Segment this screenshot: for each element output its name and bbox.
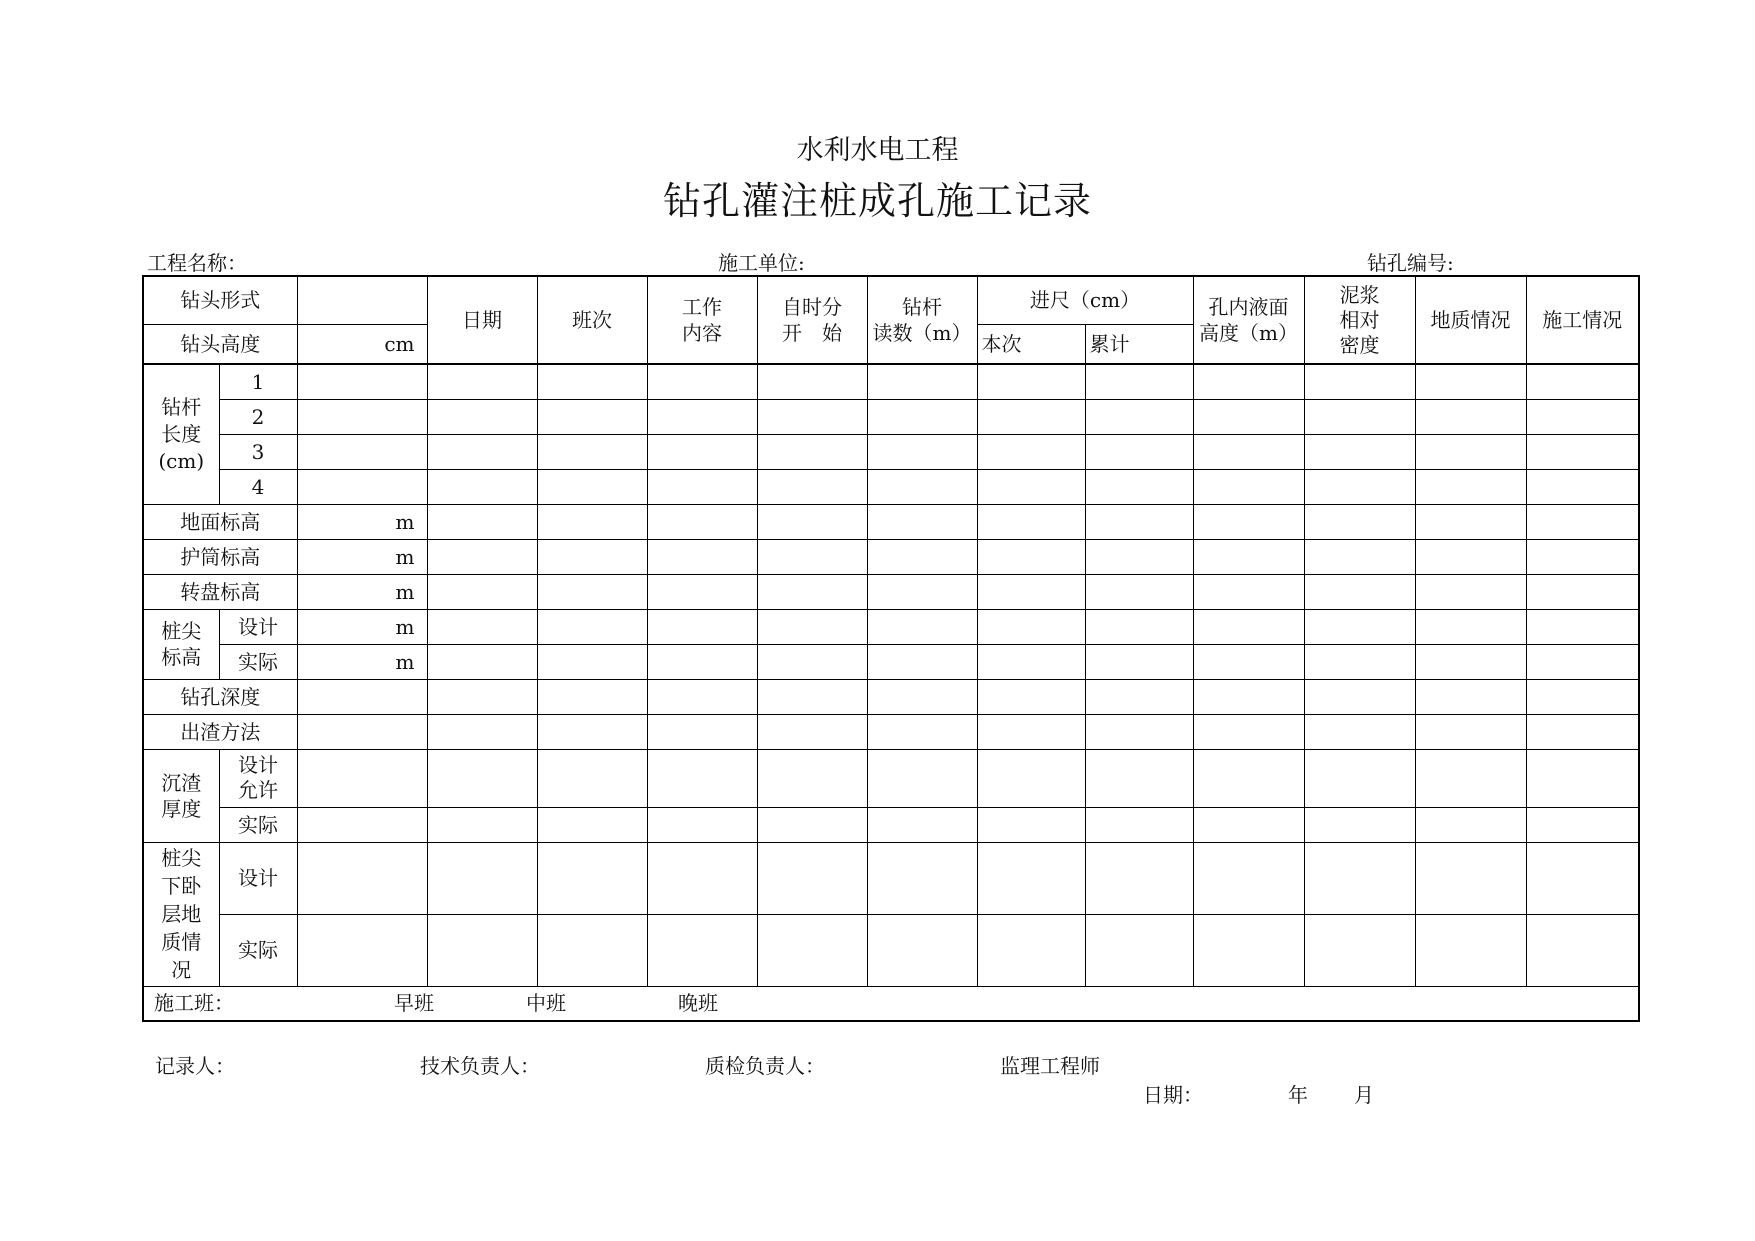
cell[interactable] xyxy=(537,749,647,807)
design-allow-label: 设计 允许 xyxy=(219,749,297,807)
cell[interactable] xyxy=(1415,469,1526,504)
cell[interactable] xyxy=(537,434,647,469)
cell[interactable] xyxy=(1085,364,1193,399)
pile-tip-elev-label: 桩尖 标高 xyxy=(143,609,219,679)
cell[interactable] xyxy=(537,644,647,679)
cell[interactable] xyxy=(757,609,867,644)
turntable-elev-label: 转盘标高 xyxy=(143,574,297,609)
cell[interactable] xyxy=(297,399,427,434)
cell[interactable] xyxy=(867,434,977,469)
cell[interactable] xyxy=(1304,434,1415,469)
crew-row xyxy=(143,986,1639,1021)
cell[interactable] xyxy=(647,609,757,644)
crew-label: 施工班： xyxy=(154,991,234,1016)
cell[interactable] xyxy=(1085,679,1193,714)
col-shift: 班次 xyxy=(537,276,647,364)
cell[interactable] xyxy=(1304,644,1415,679)
cell[interactable] xyxy=(1526,842,1639,914)
cell[interactable] xyxy=(1526,609,1639,644)
cell[interactable] xyxy=(977,504,1085,539)
cell[interactable] xyxy=(1085,539,1193,574)
cell[interactable] xyxy=(537,364,647,399)
cell[interactable] xyxy=(427,504,537,539)
cell[interactable] xyxy=(1415,504,1526,539)
actual-label: 实际 xyxy=(219,914,297,986)
tech-lead-label: 技术负责人： xyxy=(420,1054,540,1078)
document-subtitle: 水利水电工程 xyxy=(796,135,959,166)
construction-record-table xyxy=(142,275,1640,1022)
cell[interactable] xyxy=(1193,807,1304,842)
cell[interactable] xyxy=(977,644,1085,679)
cell[interactable] xyxy=(1085,714,1193,749)
rod-length-label: 钻杆 长度 (cm) xyxy=(143,364,219,504)
cell[interactable] xyxy=(867,807,977,842)
cell[interactable] xyxy=(297,714,427,749)
design-label: 设计 xyxy=(219,842,297,914)
cell[interactable] xyxy=(977,434,1085,469)
cell[interactable] xyxy=(757,842,867,914)
project-name-label: 工程名称： xyxy=(147,251,247,275)
cell[interactable] xyxy=(1415,434,1526,469)
cell[interactable] xyxy=(977,399,1085,434)
cell[interactable] xyxy=(1193,434,1304,469)
cell[interactable] xyxy=(427,539,537,574)
cell[interactable] xyxy=(647,434,757,469)
cell[interactable] xyxy=(1304,574,1415,609)
cell[interactable] xyxy=(1415,807,1526,842)
cell[interactable] xyxy=(1193,364,1304,399)
cell[interactable] xyxy=(537,842,647,914)
cell[interactable] xyxy=(1526,434,1639,469)
cell[interactable] xyxy=(1415,574,1526,609)
cell[interactable] xyxy=(757,539,867,574)
cell[interactable] xyxy=(1085,574,1193,609)
cell[interactable] xyxy=(1415,842,1526,914)
cell[interactable] xyxy=(977,574,1085,609)
drill-head-type-value[interactable] xyxy=(297,276,427,324)
cell[interactable] xyxy=(757,714,867,749)
cell[interactable] xyxy=(1304,914,1415,986)
cell[interactable] xyxy=(427,469,537,504)
cell[interactable] xyxy=(977,914,1085,986)
cell[interactable] xyxy=(757,399,867,434)
cell[interactable] xyxy=(1526,539,1639,574)
cell[interactable] xyxy=(757,807,867,842)
cell[interactable] xyxy=(537,469,647,504)
cell[interactable] xyxy=(1193,469,1304,504)
cell[interactable] xyxy=(977,469,1085,504)
cell[interactable] xyxy=(867,609,977,644)
cell[interactable] xyxy=(1304,609,1415,644)
cell[interactable] xyxy=(647,807,757,842)
cell[interactable] xyxy=(1085,469,1193,504)
cell[interactable] xyxy=(427,914,537,986)
cell[interactable] xyxy=(647,842,757,914)
cell[interactable] xyxy=(1193,574,1304,609)
supervisor-label: 监理工程师 xyxy=(1000,1054,1100,1078)
cell[interactable] xyxy=(1526,644,1639,679)
actual-label: 实际 xyxy=(219,807,297,842)
cell[interactable] xyxy=(427,679,537,714)
cell[interactable] xyxy=(427,807,537,842)
col-work-content: 工作 内容 xyxy=(647,276,757,364)
cell[interactable] xyxy=(537,807,647,842)
cell[interactable] xyxy=(1304,714,1415,749)
cell[interactable] xyxy=(647,714,757,749)
cell[interactable] xyxy=(1193,609,1304,644)
cell[interactable] xyxy=(1526,749,1639,807)
cell[interactable] xyxy=(1415,364,1526,399)
cell[interactable] xyxy=(1085,609,1193,644)
cell[interactable] xyxy=(1085,504,1193,539)
cell[interactable] xyxy=(757,504,867,539)
cell[interactable] xyxy=(977,539,1085,574)
cell[interactable] xyxy=(1304,679,1415,714)
cell[interactable] xyxy=(1526,679,1639,714)
col-construction: 施工情况 xyxy=(1526,276,1639,364)
cell[interactable] xyxy=(647,469,757,504)
drill-head-height-label: 钻头高度 xyxy=(143,324,297,364)
cell[interactable] xyxy=(297,434,427,469)
cell[interactable] xyxy=(427,842,537,914)
cell[interactable] xyxy=(1415,914,1526,986)
cell[interactable] xyxy=(297,679,427,714)
cell[interactable] xyxy=(977,749,1085,807)
cell[interactable] xyxy=(1193,399,1304,434)
design-label: 设计 xyxy=(219,609,297,644)
unit-m[interactable]: m xyxy=(297,644,427,679)
cell[interactable] xyxy=(1304,504,1415,539)
cell[interactable] xyxy=(867,914,977,986)
cell[interactable] xyxy=(1526,364,1639,399)
cell[interactable] xyxy=(1526,504,1639,539)
unit-m[interactable]: m xyxy=(297,539,427,574)
cell[interactable] xyxy=(1304,539,1415,574)
cell[interactable] xyxy=(757,914,867,986)
cell[interactable] xyxy=(1085,644,1193,679)
cell[interactable] xyxy=(427,714,537,749)
slag-method-label: 出渣方法 xyxy=(143,714,297,749)
cell[interactable] xyxy=(647,679,757,714)
cell[interactable] xyxy=(757,644,867,679)
cell[interactable] xyxy=(297,364,427,399)
shift-morning[interactable]: 早班 xyxy=(394,991,434,1016)
cell[interactable] xyxy=(427,364,537,399)
cell[interactable] xyxy=(1415,399,1526,434)
cell[interactable] xyxy=(647,504,757,539)
cell[interactable] xyxy=(1085,842,1193,914)
cell[interactable] xyxy=(647,399,757,434)
shift-middle[interactable]: 中班 xyxy=(526,991,566,1016)
cell[interactable] xyxy=(1304,364,1415,399)
col-footage: 进尺（cm） xyxy=(977,276,1193,324)
cell[interactable] xyxy=(977,714,1085,749)
cell[interactable] xyxy=(1415,714,1526,749)
cell[interactable] xyxy=(867,749,977,807)
cell[interactable] xyxy=(1193,679,1304,714)
sediment-thickness-label: 沉渣 厚度 xyxy=(143,749,219,842)
cell[interactable] xyxy=(427,574,537,609)
cell[interactable] xyxy=(537,609,647,644)
cell[interactable] xyxy=(1193,842,1304,914)
year-label: 年 xyxy=(1288,1083,1308,1107)
cell[interactable] xyxy=(977,679,1085,714)
borehole-no-label: 钻孔编号: xyxy=(1367,251,1454,275)
cell[interactable] xyxy=(297,914,427,986)
cell[interactable] xyxy=(757,679,867,714)
cell[interactable] xyxy=(757,749,867,807)
casing-elev-label: 护筒标高 xyxy=(143,539,297,574)
col-footage-total: 累计 xyxy=(1085,324,1193,364)
unit-m[interactable]: m xyxy=(297,574,427,609)
cell[interactable] xyxy=(1085,807,1193,842)
cell[interactable] xyxy=(1304,399,1415,434)
col-liquid-height: 孔内液面 高度（m） xyxy=(1193,276,1304,364)
col-geology: 地质情况 xyxy=(1415,276,1526,364)
cell[interactable] xyxy=(647,364,757,399)
cell[interactable] xyxy=(867,469,977,504)
cell[interactable] xyxy=(757,574,867,609)
col-date: 日期 xyxy=(427,276,537,364)
rod-row-number: 3 xyxy=(219,434,297,469)
cell[interactable] xyxy=(1193,749,1304,807)
cell[interactable] xyxy=(537,679,647,714)
cell[interactable] xyxy=(537,714,647,749)
drill-head-height-unit[interactable]: cm xyxy=(297,324,427,364)
cell[interactable] xyxy=(1193,714,1304,749)
cell[interactable] xyxy=(977,807,1085,842)
cell[interactable] xyxy=(1415,749,1526,807)
cell[interactable] xyxy=(647,539,757,574)
cell[interactable] xyxy=(1415,644,1526,679)
cell[interactable] xyxy=(757,364,867,399)
cell[interactable] xyxy=(977,609,1085,644)
cell[interactable] xyxy=(867,364,977,399)
cell[interactable] xyxy=(427,434,537,469)
recorder-label: 记录人： xyxy=(155,1054,235,1078)
drill-depth-label: 钻孔深度 xyxy=(143,679,297,714)
cell[interactable] xyxy=(977,842,1085,914)
pile-tip-layer-label: 桩尖 下卧 层地 质情 况 xyxy=(143,842,219,986)
cell[interactable] xyxy=(537,399,647,434)
cell[interactable] xyxy=(427,644,537,679)
cell[interactable] xyxy=(1415,539,1526,574)
unit-m[interactable]: m xyxy=(297,609,427,644)
date-label: 日期： xyxy=(1143,1083,1203,1107)
shift-night[interactable]: 晚班 xyxy=(678,991,718,1016)
ground-elev-label: 地面标高 xyxy=(143,504,297,539)
cell[interactable] xyxy=(757,469,867,504)
cell[interactable] xyxy=(1304,807,1415,842)
cell[interactable] xyxy=(867,399,977,434)
cell[interactable] xyxy=(1085,749,1193,807)
unit-m[interactable]: m xyxy=(297,504,427,539)
cell[interactable] xyxy=(1526,469,1639,504)
cell[interactable] xyxy=(1526,807,1639,842)
cell[interactable] xyxy=(867,574,977,609)
cell[interactable] xyxy=(647,644,757,679)
cell[interactable] xyxy=(867,679,977,714)
rod-row-number: 2 xyxy=(219,399,297,434)
cell[interactable] xyxy=(1085,434,1193,469)
cell[interactable] xyxy=(867,644,977,679)
cell[interactable] xyxy=(537,504,647,539)
cell[interactable] xyxy=(1526,574,1639,609)
cell[interactable] xyxy=(1193,644,1304,679)
cell[interactable] xyxy=(867,714,977,749)
construction-unit-label: 施工单位: xyxy=(718,251,805,275)
cell[interactable] xyxy=(647,749,757,807)
cell[interactable] xyxy=(1085,914,1193,986)
actual-label: 实际 xyxy=(219,644,297,679)
rod-row-number: 4 xyxy=(219,469,297,504)
col-mud-density: 泥浆 相对 密度 xyxy=(1304,276,1415,364)
cell[interactable] xyxy=(647,574,757,609)
cell[interactable] xyxy=(647,914,757,986)
cell[interactable] xyxy=(1193,539,1304,574)
cell[interactable] xyxy=(537,574,647,609)
cell[interactable] xyxy=(297,842,427,914)
cell[interactable] xyxy=(427,399,537,434)
col-start-time: 自时分 开 始 xyxy=(757,276,867,364)
cell[interactable] xyxy=(867,504,977,539)
cell[interactable] xyxy=(297,749,427,807)
cell[interactable] xyxy=(537,539,647,574)
cell[interactable] xyxy=(1304,749,1415,807)
cell[interactable] xyxy=(427,749,537,807)
cell[interactable] xyxy=(1304,469,1415,504)
rod-row-number: 1 xyxy=(219,364,297,399)
col-footage-this: 本次 xyxy=(977,324,1085,364)
cell[interactable] xyxy=(1304,842,1415,914)
cell[interactable] xyxy=(427,609,537,644)
cell[interactable] xyxy=(1415,609,1526,644)
cell[interactable] xyxy=(1415,679,1526,714)
col-rod-reading: 钻杆 读数（m） xyxy=(867,276,977,364)
qc-lead-label: 质检负责人： xyxy=(705,1054,825,1078)
cell[interactable] xyxy=(1193,504,1304,539)
cell[interactable] xyxy=(757,434,867,469)
cell[interactable] xyxy=(977,364,1085,399)
month-label: 月 xyxy=(1354,1083,1374,1107)
cell[interactable] xyxy=(1085,399,1193,434)
cell[interactable] xyxy=(867,539,977,574)
cell[interactable] xyxy=(297,807,427,842)
cell[interactable] xyxy=(1193,914,1304,986)
drill-head-type-label: 钻头形式 xyxy=(143,276,297,324)
cell[interactable] xyxy=(1526,714,1639,749)
cell[interactable] xyxy=(1526,914,1639,986)
cell[interactable] xyxy=(537,914,647,986)
cell[interactable] xyxy=(1526,399,1639,434)
cell[interactable] xyxy=(867,842,977,914)
cell[interactable] xyxy=(297,469,427,504)
document-title: 钻孔灌注桩成孔施工记录 xyxy=(662,179,1092,223)
